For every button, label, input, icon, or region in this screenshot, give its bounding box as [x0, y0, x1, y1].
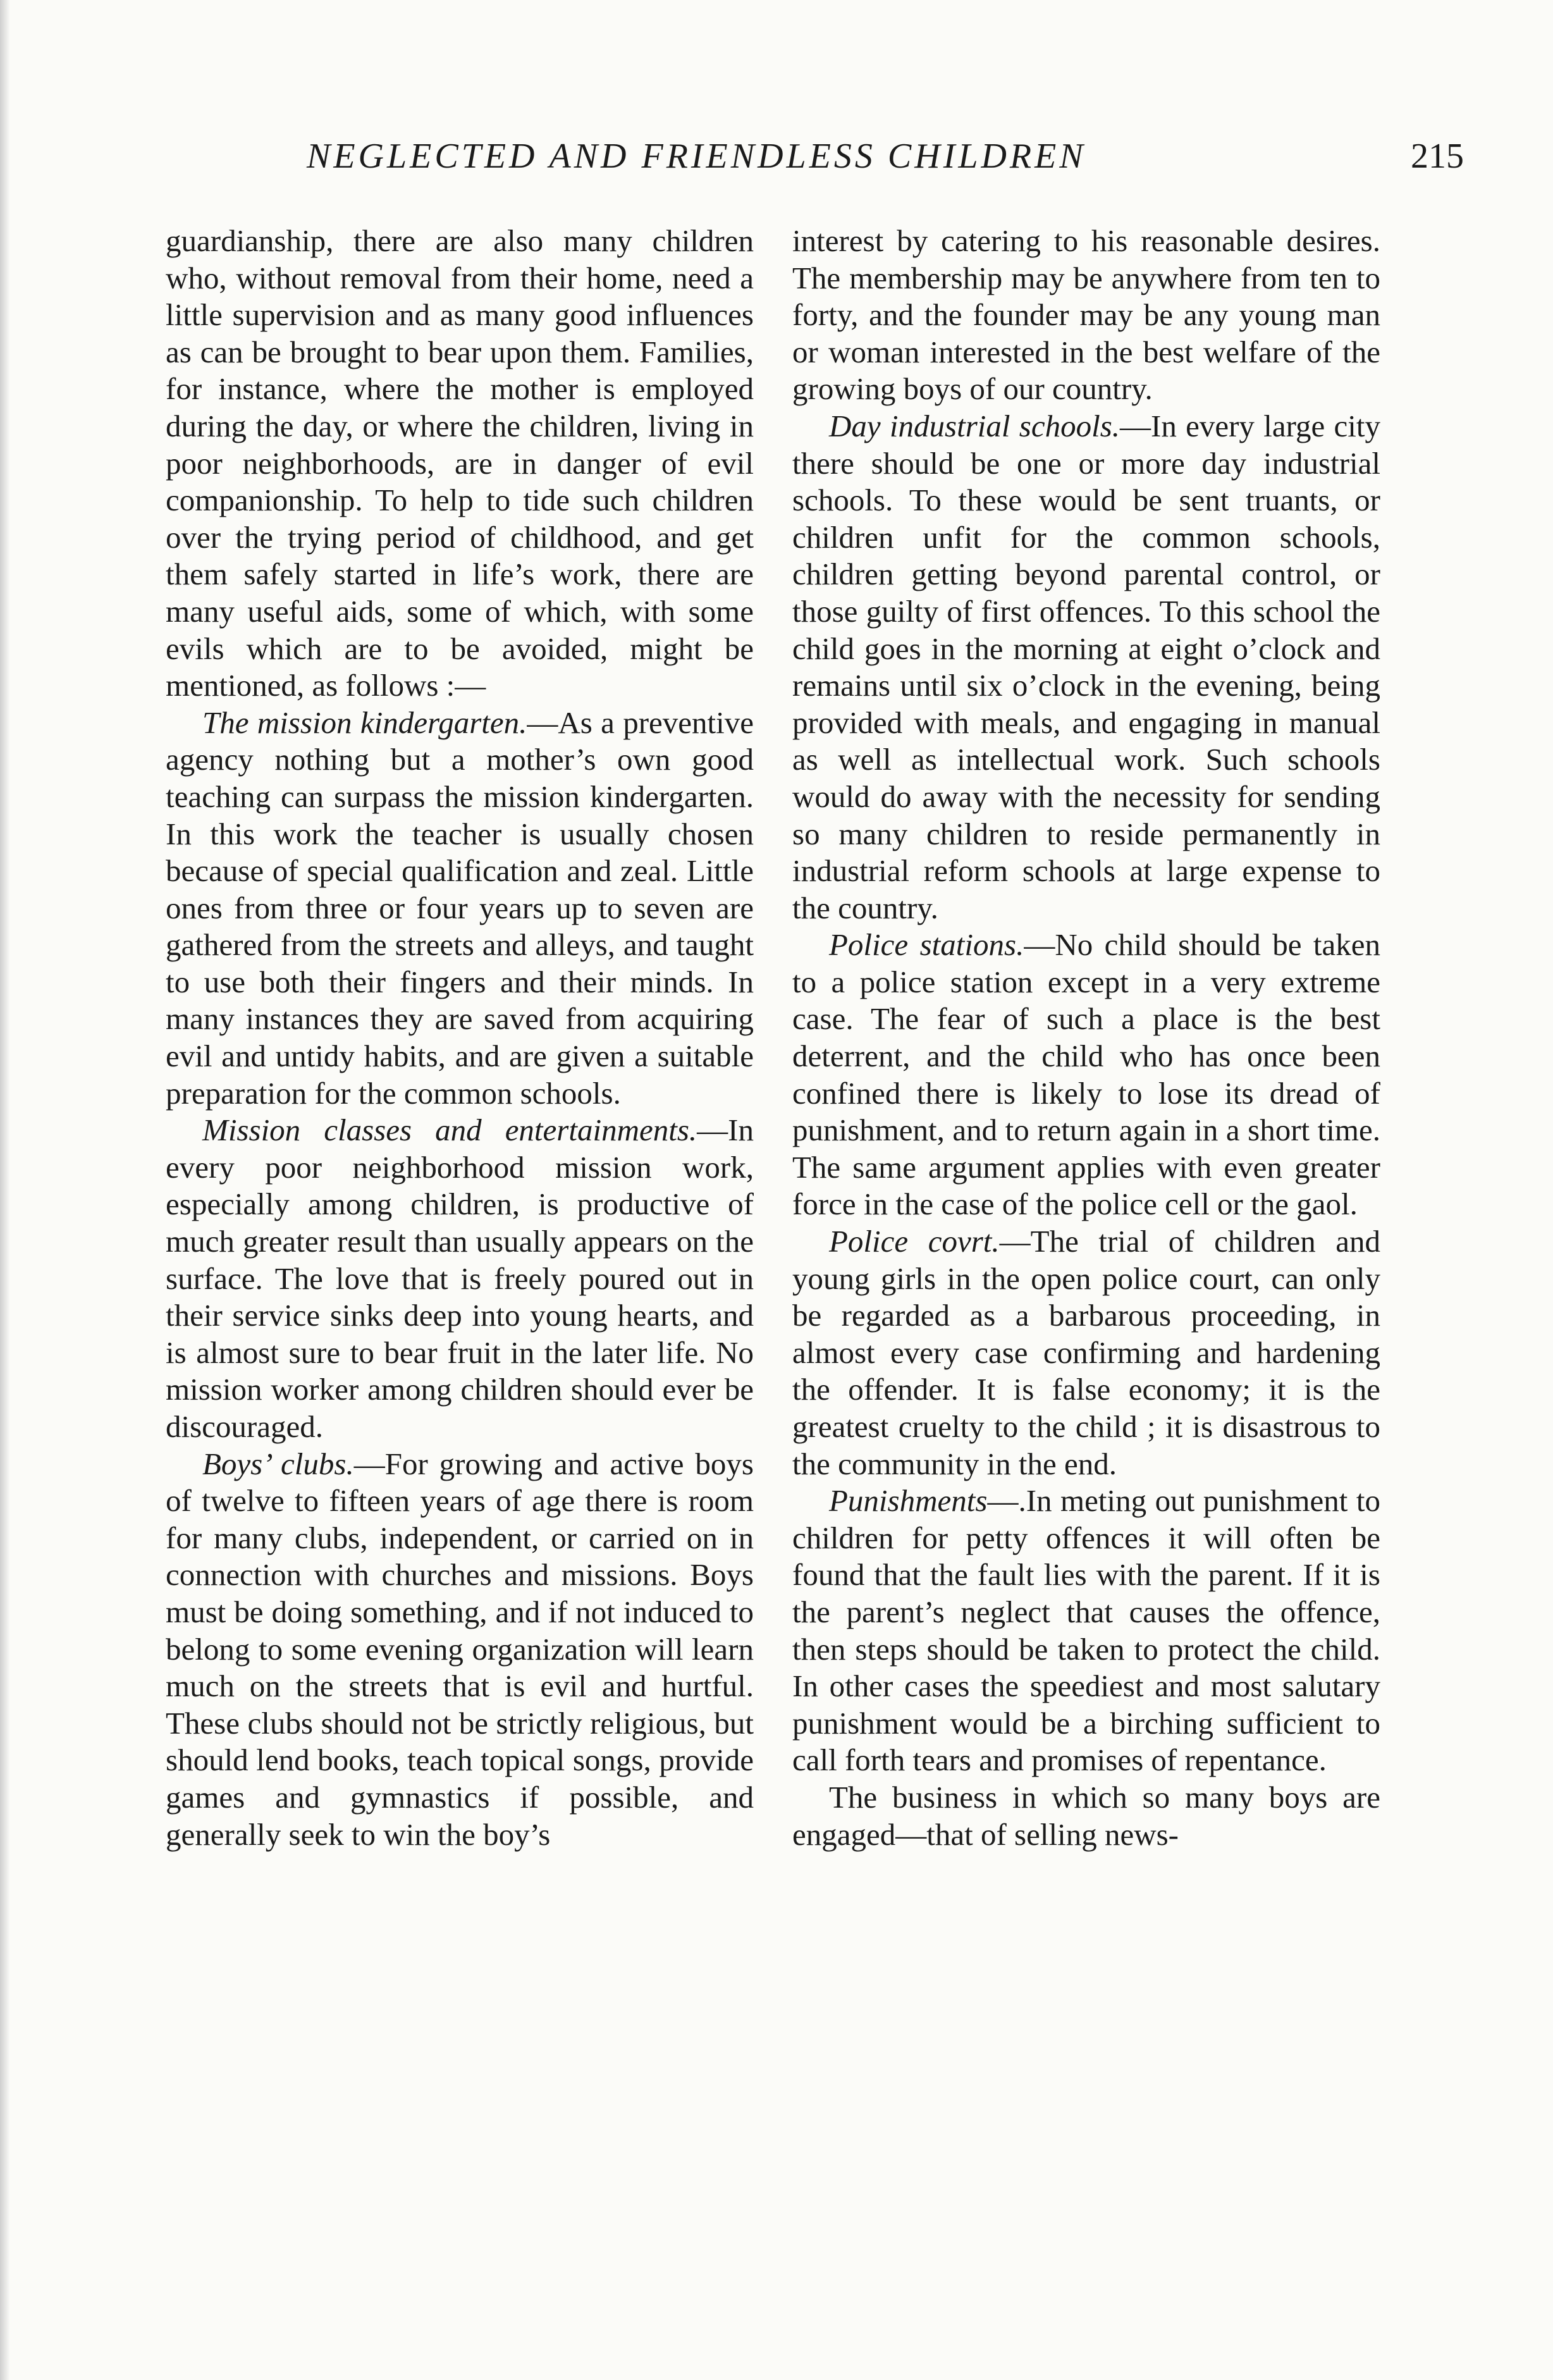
- left-column: [166, 223, 754, 1853]
- paragraph-text: —As a preventive agency nothing but a mother’s own good teaching can surpass the mission kindergarten. In this work the teacher is usually chosen because of special qualification and zeal. Little ones from three or four years up to seven are gathered from the streets and alleys, and taught to use both their fingers and their minds. In many instances they are saved from acquiring evil and untidy habits, and are given a suitable preparation for the common schools.: [166, 705, 754, 1111]
- section-heading: Boys’ clubs.: [202, 1446, 354, 1481]
- right-column: [792, 223, 1380, 1853]
- paragraph-police-court: [792, 1223, 1380, 1483]
- paragraph-mission-kindergarten: [166, 705, 754, 1113]
- running-title: NEGLECTED AND FRIENDLESS CHILDREN: [307, 137, 1086, 176]
- paragraph-police-stations: [792, 927, 1380, 1223]
- section-heading: Day industrial schools.: [829, 408, 1120, 443]
- section-heading: Mission classes and entertainments.: [202, 1113, 697, 1148]
- paragraph-boys-clubs: [166, 1446, 754, 1854]
- paragraph-day-industrial-schools: [792, 408, 1380, 927]
- paragraph-text: —For growing and active boys of twelve to fifteen years of age there is room for many clubs, independent, or carried on in connection with churches and missions. Boys must be doing something, and if not induced to belong to some evening organization will learn much on the streets that is evil and hurtful. These clubs should not be strictly religious, but should lend books, teach topical songs, provide games and gymnastics if possible, and generally seek to win the boy’s: [166, 1446, 754, 1852]
- paragraph-punishments: [792, 1483, 1380, 1779]
- page-binding-edge: [0, 0, 10, 2380]
- section-heading: The mission kindergarten.: [202, 705, 527, 740]
- paragraph-text: —The trial of children and young girls in the open police court, can only be regarded as a barbarous proceeding, in almost every case confirming and hardening the offender. It is false economy; it is the greatest cruelty to the child ; it is disastrous to the community in the end.: [792, 1224, 1380, 1481]
- section-heading: Police stations.: [829, 927, 1024, 963]
- section-heading: Punishments: [829, 1483, 988, 1519]
- paragraph-continuation: interest by catering to his reasonable desires. The membership may be anywhere from ten to forty, and the founder may be any young man or woman interested in the best welfare of the growing boys of our country.: [792, 223, 1380, 407]
- paragraph-text: —In every poor neighborhood mission work, especially among children, is productive of much greater result than usually appears on the surface. The love that is freely poured out in their service sinks deep into young hearts, and is almost sure to bear fruit in the later life. No mission worker among children should ever be discouraged.: [166, 1113, 754, 1444]
- paragraph-text: —No child should be taken to a police station except in a very extreme case. The fear of such a place is the best deterrent, and the child who has once been confined there is likely to lose its dread of punishment, and to return again in a short time. The same argument applies with even greater force in the case of the police cell or the gaol.: [792, 927, 1380, 1222]
- paragraph-newsboys: The business in which so many boys are engaged—that of selling news-: [792, 1779, 1380, 1852]
- paragraph-text: —In every large city there should be one or more day industrial schools. To these would be sent truants, or children unfit for the common schools, children getting beyond parental control, or those guilty of first offences. To this school the child goes in the morning at eight o’clock and remains until six o’clock in the evening, being provided with meals, and engaging in manual as well as intellectual work. Such schools would do away with the necessity for sending so many children to reside permanently in industrial reform schools at large expense to the country.: [792, 408, 1380, 925]
- paragraph-guardianship: guardianship, there are also many children who, without removal from their home, need a little supervision and as many good influences as can be brought to bear upon them. Families, for instance, where the mother is employed during the day, or where the children, living in poor neighborhoods, are in danger of evil companionship. To help to tide such children over the trying period of childhood, and get them safely started in life’s work, there are many useful aids, some of which, with some evils which are to be avoided, might be mentioned, as follows :—: [166, 223, 754, 703]
- paragraph-text: —.In meting out punishment to children for petty offences it will often be found that the fault lies with the parent. If it is the parent’s neglect that causes the offence, then steps should be taken to protect the child. In other cases the speediest and most salutary punishment would be a birching sufficient to call forth tears and promises of repentance.: [792, 1483, 1380, 1778]
- section-heading: Police covrt.: [829, 1224, 1000, 1259]
- page-header: [168, 136, 1464, 187]
- page-number: 215: [1411, 137, 1464, 176]
- paragraph-mission-classes: [166, 1112, 754, 1445]
